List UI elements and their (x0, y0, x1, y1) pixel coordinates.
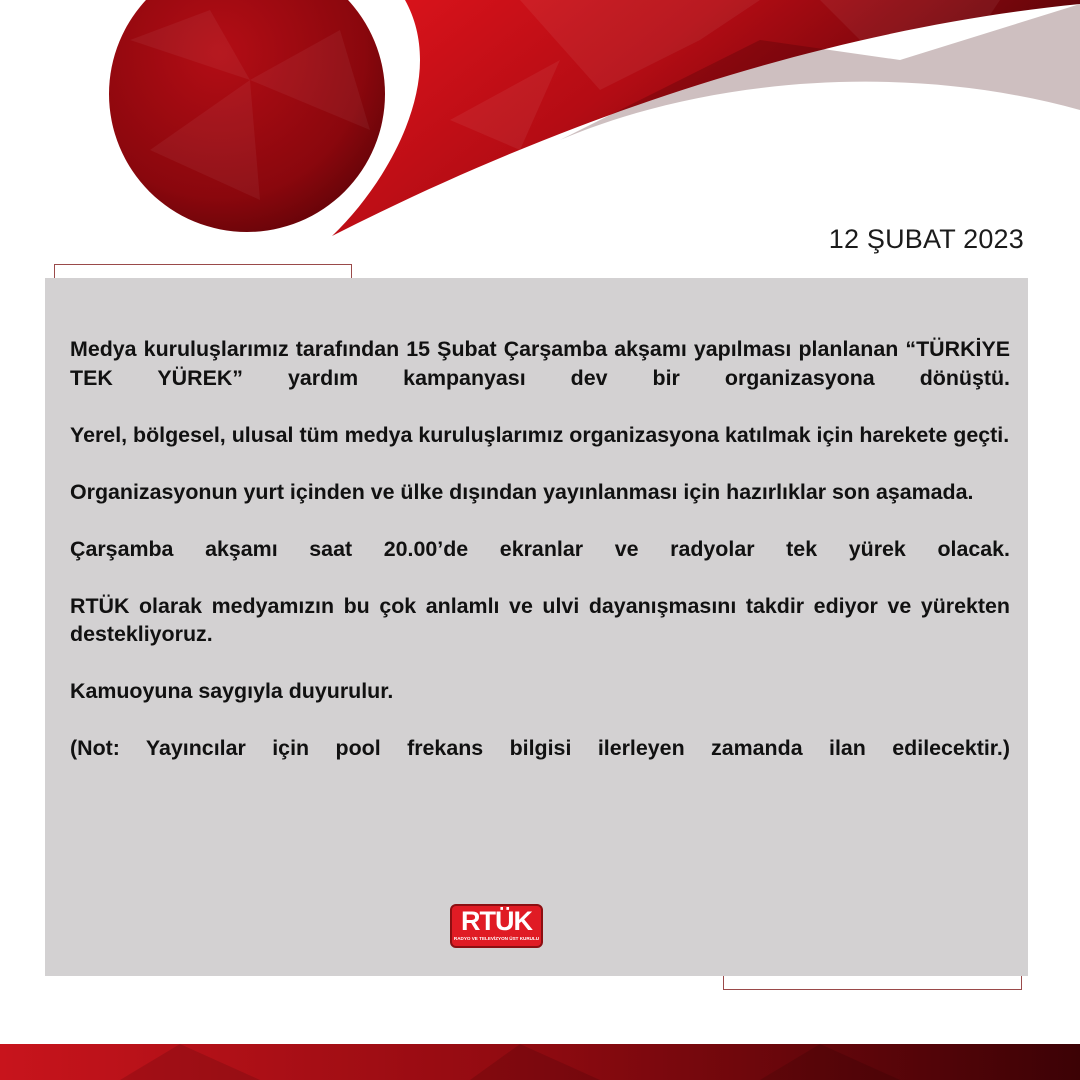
rtuk-logo-text: RTÜK (461, 906, 532, 936)
rtuk-logo-subtitle: RADYO VE TELEVİZYON ÜST KURULU (453, 936, 540, 941)
release-date: 12 ŞUBAT 2023 (828, 224, 1024, 254)
paragraph-media-action: Yerel, bölgesel, ulusal tüm medya kuruluşlarımız organizasyona katılmak için harekete geçti. (70, 422, 1010, 447)
paragraph-rtuk-support: RTÜK olarak medyamızın bu çok anlamlı ve ulvi dayanışmasını takdir ediyor ve yürekten destekliyoruz. (70, 593, 1010, 646)
announcement-panel (45, 278, 1028, 976)
paragraph-closing: Kamuoyuna saygıyla duyurulur. (70, 679, 394, 703)
rtuk-logo (450, 904, 543, 948)
paragraph-campaign: Medya kuruluşlarımız tarafından 15 Şubat Çarşamba akşamı yapılması planlanan “TÜRKİYE TEK YÜREK” yardım kampanyası dev bir organizasyona dönüştü. (70, 337, 1010, 390)
paragraph-broadcast-time: Çarşamba akşamı saat 20.00’de ekranlar ve radyolar tek yürek olacak. (70, 536, 1010, 561)
paragraph-preparations: Organizasyonun yurt içinden ve ülke dışından yayınlanması için hazırlıklar son aşamada. (70, 479, 974, 504)
paragraph-note: (Not: Yayıncılar için pool frekans bilgisi ilerleyen zamanda ilan edilecektir.) (70, 736, 1010, 760)
